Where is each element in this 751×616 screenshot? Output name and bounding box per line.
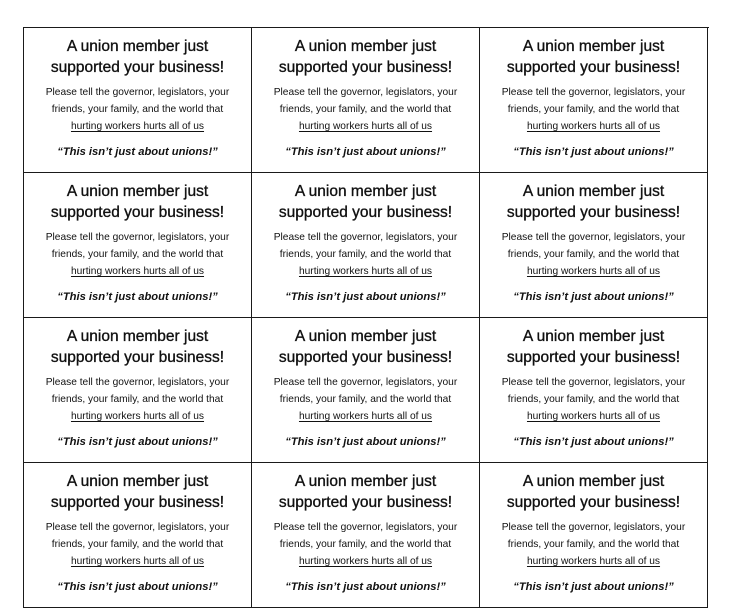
- card-body-line: Please tell the governor, legislators, your: [45, 232, 230, 243]
- card-slogan: “This isn’t just about unions!”: [513, 436, 674, 448]
- card-heading-line: A union member just: [522, 473, 665, 490]
- card-body-line: friends, your family, and the world that: [51, 539, 224, 550]
- card-underlined-line: hurting workers hurts all of us: [298, 411, 433, 422]
- card-body: [252, 374, 479, 425]
- card-body-line: friends, your family, and the world that: [507, 394, 680, 405]
- card: [252, 463, 480, 608]
- card: [252, 28, 480, 173]
- card-body: [480, 229, 707, 280]
- card-heading-line: A union member just: [522, 328, 665, 345]
- card-heading-line: supported your business!: [278, 349, 453, 366]
- card-body: [24, 229, 251, 280]
- card-body-line: Please tell the governor, legislators, your: [45, 522, 230, 533]
- card-body-line: friends, your family, and the world that: [51, 104, 224, 115]
- card-body-line: friends, your family, and the world that: [279, 249, 452, 260]
- card: [480, 28, 708, 173]
- card-slogan: “This isn’t just about unions!”: [285, 291, 446, 303]
- card: [480, 173, 708, 318]
- card-slogan: “This isn’t just about unions!”: [285, 581, 446, 593]
- card-sheet: [23, 27, 709, 608]
- card-heading-line: supported your business!: [506, 59, 681, 76]
- card-heading: [480, 36, 707, 78]
- card-heading-line: A union member just: [66, 473, 209, 490]
- card-body-line: friends, your family, and the world that: [279, 539, 452, 550]
- card-heading-line: A union member just: [294, 183, 437, 200]
- card-body-line: friends, your family, and the world that: [51, 249, 224, 260]
- card-body-line: Please tell the governor, legislators, your: [273, 232, 458, 243]
- card-heading: [24, 36, 251, 78]
- card-body-line: Please tell the governor, legislators, your: [273, 87, 458, 98]
- card-heading: [252, 181, 479, 223]
- card-slogan: “This isn’t just about unions!”: [285, 436, 446, 448]
- card-body-line: Please tell the governor, legislators, your: [501, 87, 686, 98]
- card-underlined-line: hurting workers hurts all of us: [526, 121, 661, 132]
- card: [24, 28, 252, 173]
- card-heading-line: A union member just: [66, 38, 209, 55]
- card-slogan: “This isn’t just about unions!”: [57, 146, 218, 158]
- card-slogan: “This isn’t just about unions!”: [57, 291, 218, 303]
- card-body: [480, 374, 707, 425]
- card-heading-line: supported your business!: [278, 59, 453, 76]
- card-heading: [252, 326, 479, 368]
- card-heading: [252, 36, 479, 78]
- card-body: [252, 84, 479, 135]
- card-slogan: “This isn’t just about unions!”: [513, 146, 674, 158]
- card-body-line: Please tell the governor, legislators, your: [501, 377, 686, 388]
- card-body-line: Please tell the governor, legislators, your: [273, 377, 458, 388]
- card-body: [480, 519, 707, 570]
- card-body-line: friends, your family, and the world that: [279, 394, 452, 405]
- card-body: [480, 84, 707, 135]
- card-heading-line: supported your business!: [506, 494, 681, 511]
- card-body: [24, 84, 251, 135]
- card-heading: [252, 471, 479, 513]
- card-underlined-line: hurting workers hurts all of us: [298, 266, 433, 277]
- card-slogan: “This isn’t just about unions!”: [57, 581, 218, 593]
- card-heading-line: supported your business!: [50, 349, 225, 366]
- card-underlined-line: hurting workers hurts all of us: [526, 266, 661, 277]
- card-body-line: Please tell the governor, legislators, your: [501, 232, 686, 243]
- card-heading-line: A union member just: [294, 328, 437, 345]
- card-underlined-line: hurting workers hurts all of us: [298, 121, 433, 132]
- card-body-line: friends, your family, and the world that: [507, 539, 680, 550]
- card-heading-line: A union member just: [522, 38, 665, 55]
- card-underlined-line: hurting workers hurts all of us: [70, 411, 205, 422]
- card-slogan: “This isn’t just about unions!”: [285, 146, 446, 158]
- card-heading-line: A union member just: [294, 38, 437, 55]
- card: [252, 318, 480, 463]
- card-body: [252, 519, 479, 570]
- card-body: [24, 374, 251, 425]
- card-body-line: friends, your family, and the world that: [507, 104, 680, 115]
- card-heading-line: supported your business!: [50, 204, 225, 221]
- card-heading-line: supported your business!: [506, 204, 681, 221]
- card: [24, 463, 252, 608]
- card-body-line: friends, your family, and the world that: [279, 104, 452, 115]
- card-heading-line: supported your business!: [278, 204, 453, 221]
- card-heading: [24, 471, 251, 513]
- card-slogan: “This isn’t just about unions!”: [57, 436, 218, 448]
- card-heading: [480, 471, 707, 513]
- card-body-line: Please tell the governor, legislators, your: [501, 522, 686, 533]
- card-body-line: friends, your family, and the world that: [507, 249, 680, 260]
- card-body-line: Please tell the governor, legislators, your: [45, 377, 230, 388]
- card-underlined-line: hurting workers hurts all of us: [526, 411, 661, 422]
- card: [24, 318, 252, 463]
- card-heading: [24, 181, 251, 223]
- card: [252, 173, 480, 318]
- card-heading-line: A union member just: [66, 328, 209, 345]
- card-slogan: “This isn’t just about unions!”: [513, 291, 674, 303]
- card: [480, 463, 708, 608]
- card-heading-line: supported your business!: [506, 349, 681, 366]
- card-heading-line: supported your business!: [50, 59, 225, 76]
- card-underlined-line: hurting workers hurts all of us: [70, 556, 205, 567]
- card-heading-line: A union member just: [522, 183, 665, 200]
- card-body-line: Please tell the governor, legislators, your: [273, 522, 458, 533]
- card-heading-line: supported your business!: [278, 494, 453, 511]
- card: [480, 318, 708, 463]
- card-underlined-line: hurting workers hurts all of us: [70, 121, 205, 132]
- card-body-line: friends, your family, and the world that: [51, 394, 224, 405]
- card-underlined-line: hurting workers hurts all of us: [526, 556, 661, 567]
- card-heading: [24, 326, 251, 368]
- card-heading-line: A union member just: [66, 183, 209, 200]
- card-heading-line: A union member just: [294, 473, 437, 490]
- card-heading: [480, 326, 707, 368]
- card-heading-line: supported your business!: [50, 494, 225, 511]
- card-heading: [480, 181, 707, 223]
- card-body: [24, 519, 251, 570]
- card-body: [252, 229, 479, 280]
- card-slogan: “This isn’t just about unions!”: [513, 581, 674, 593]
- card-underlined-line: hurting workers hurts all of us: [298, 556, 433, 567]
- card-body-line: Please tell the governor, legislators, your: [45, 87, 230, 98]
- card: [24, 173, 252, 318]
- card-underlined-line: hurting workers hurts all of us: [70, 266, 205, 277]
